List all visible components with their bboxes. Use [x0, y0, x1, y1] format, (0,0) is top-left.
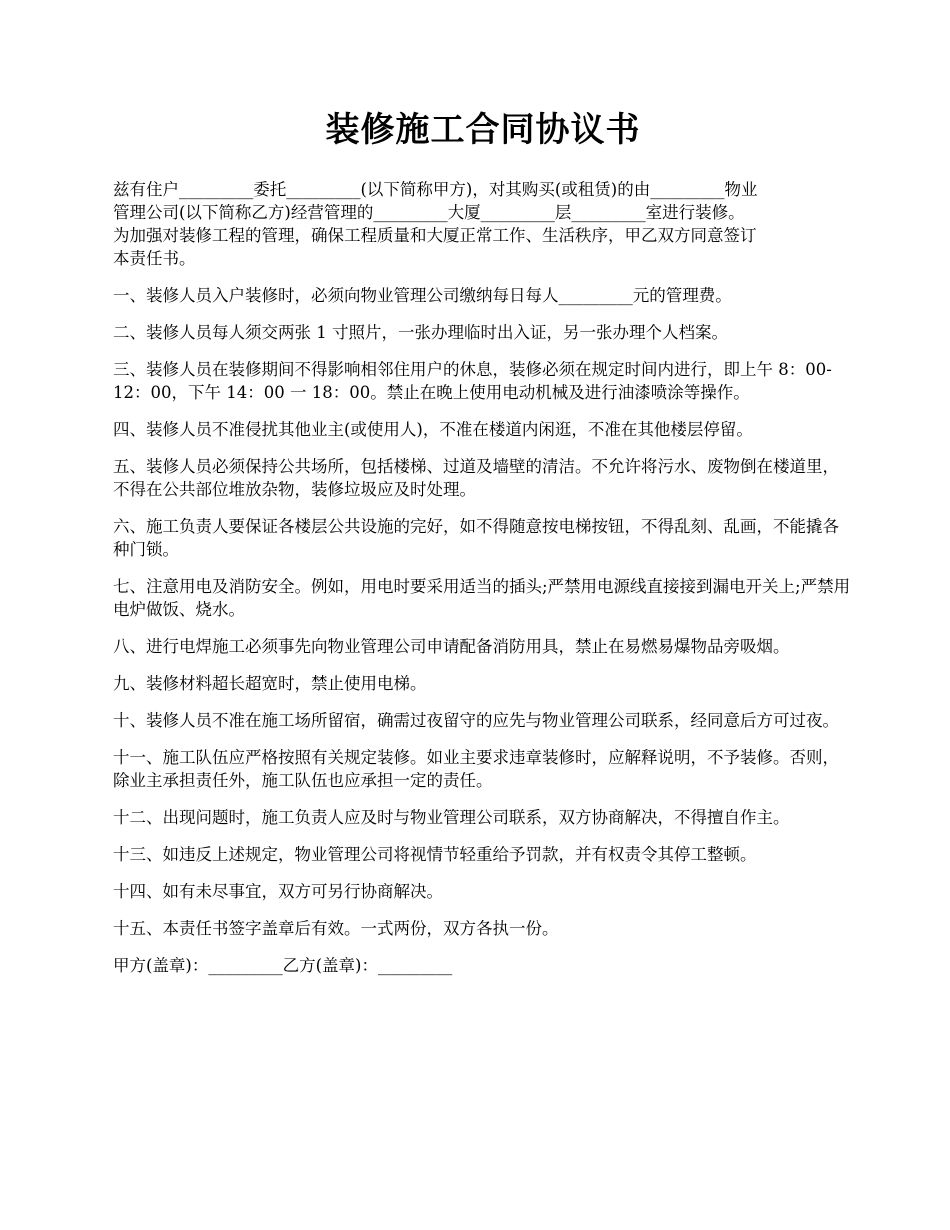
- document-title: 装修施工合同协议书: [325, 110, 641, 150]
- clause-9: 九、装修材料超长超宽时，禁止使用电梯。: [113, 674, 427, 693]
- clause-6: 六、施工负责人要保证各楼层公共设施的完好，如不得随意按电梯按钮，不得乱刻、乱画，不能撬各种门锁。: [113, 517, 839, 559]
- clause-4: 四、装修人员不准侵扰其他业主(或使用人)，不准在楼道内闲逛，不准在其他楼层停留。: [113, 420, 753, 439]
- intro-line: 管理公司(以下简称乙方)经营管理的_________大厦_________层_________室进行装修。: [113, 203, 745, 222]
- clause-5: 五、装修人员必须保持公共场所，包括楼梯、过道及墙壁的清洁。不允许将污水、废物倒在楼道里，不得在公共部位堆放杂物，装修垃圾应及时处理。: [113, 457, 839, 499]
- signature-line: 甲方(盖章)：_________乙方(盖章)：_________: [113, 956, 453, 975]
- intro-line: 为加强对装修工程的管理，确保工程质量和大厦正常工作、生活秩序，甲乙双方同意签订: [113, 226, 757, 245]
- clause-12: 十二、出现问题时，施工负责人应及时与物业管理公司联系，双方协商解决，不得擅自作主。: [113, 808, 790, 827]
- clause-15: 十五、本责任书签字盖章后有效。一式两份，双方各执一份。: [113, 919, 559, 938]
- clause-14: 十四、如有未尽事宜，双方可另行协商解决。: [113, 882, 443, 901]
- clause-13: 十三、如违反上述规定，物业管理公司将视情节轻重给予罚款，并有权责令其停工整顿。: [113, 845, 757, 864]
- clause-8: 八、进行电焊施工必须事先向物业管理公司申请配备消防用具，禁止在易燃易爆物品旁吸烟。: [113, 637, 790, 656]
- clause-10: 十、装修人员不准在施工场所留宿，确需过夜留守的应先与物业管理公司联系，经同意后方可过夜。: [113, 711, 839, 730]
- clause-11: 十一、施工队伍应严格按照有关规定装修。如业主要求违章装修时，应解释说明，不予装修。否则，除业主承担责任外，施工队伍也应承担一定的责任。: [113, 748, 839, 790]
- clause-1: 一、装修人员入户装修时，必须向物业管理公司缴纳每日每人_________元的管理费。: [113, 286, 732, 305]
- document-page: [113, 108, 853, 977]
- clause-2: 二、装修人员每人须交两张 1 寸照片，一张办理临时出入证，另一张办理个人档案。: [113, 323, 728, 342]
- intro-line: 兹有住户_________委托_________(以下简称甲方)，对其购买(或租赁)的由_________物业: [113, 180, 758, 199]
- clause-7: 七、注意用电及消防安全。例如，用电时要采用适当的插头;严禁用电源线直接接到漏电开关上;严禁用电炉做饭、烧水。: [113, 577, 851, 619]
- intro-paragraph: [113, 178, 853, 270]
- clause-3: 三、装修人员在装修期间不得影响相邻住用户的休息，装修必须在规定时间内进行，即上午 8：00-12：00，下午 14：00 一 18：00。禁止在晚上使用电动机械及进行油漆喷涂等操作。: [113, 360, 832, 402]
- intro-line: 本责任书。: [113, 249, 196, 268]
